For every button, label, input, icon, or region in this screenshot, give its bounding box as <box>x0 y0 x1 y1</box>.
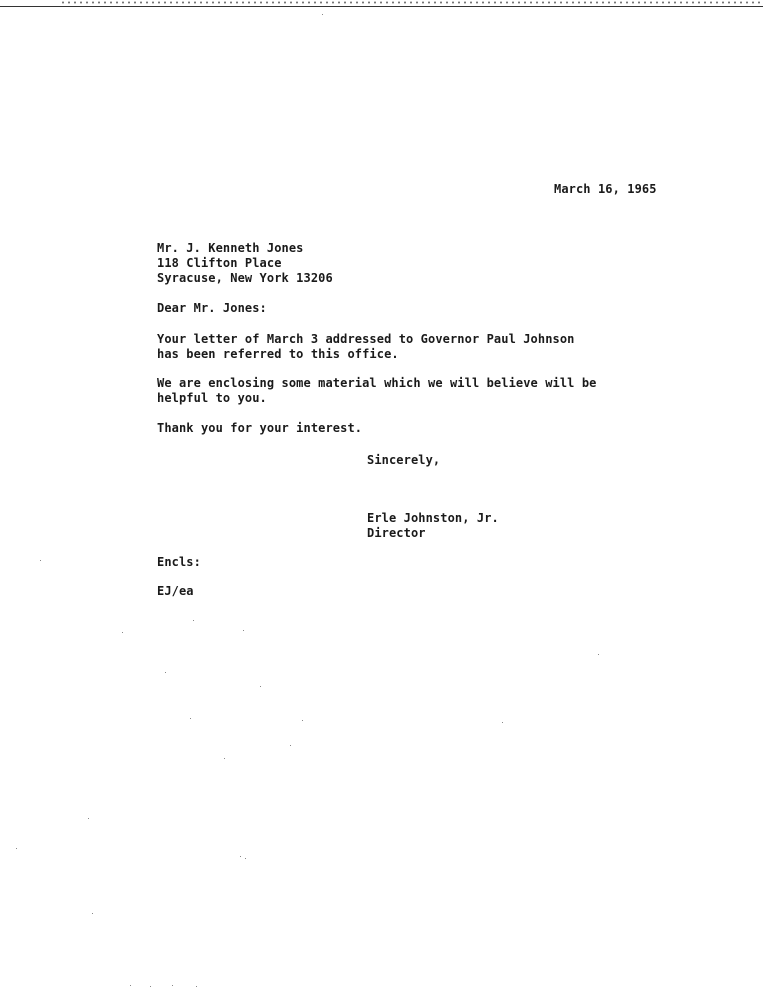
body-paragraph-2-line-2: helpful to you. <box>157 391 267 405</box>
salutation: Dear Mr. Jones: <box>157 301 267 315</box>
signature-block <box>367 511 499 541</box>
body-paragraph-2-line-1: We are enclosing some material which we will believe will be <box>157 376 597 390</box>
speck <box>122 632 123 633</box>
recipient-address <box>157 241 333 286</box>
speck <box>322 14 323 15</box>
speck <box>196 986 197 987</box>
speck <box>193 620 194 621</box>
speck <box>150 986 151 987</box>
speck <box>165 672 166 673</box>
speck <box>172 985 173 986</box>
speck <box>190 718 191 719</box>
speck <box>260 686 261 687</box>
body-paragraph-3: Thank you for your interest. <box>157 421 363 435</box>
speck <box>130 985 131 986</box>
speck <box>92 913 93 914</box>
speck <box>290 745 291 746</box>
body-paragraph-1 <box>157 332 575 362</box>
enclosure-notation: Encls: <box>157 555 201 569</box>
body-paragraph-1-line-2: has been referred to this office. <box>157 347 399 361</box>
top-edge-dots <box>60 0 760 5</box>
recipient-city: Syracuse, New York 13206 <box>157 271 333 285</box>
reference-initials: EJ/ea <box>157 584 194 598</box>
speck <box>240 856 241 857</box>
speck <box>243 630 244 631</box>
speck <box>40 560 41 561</box>
recipient-street: 118 Clifton Place <box>157 256 282 270</box>
body-paragraph-2 <box>157 376 596 406</box>
speck <box>224 758 225 759</box>
body-paragraph-1-line-1: Your letter of March 3 addressed to Governor Paul Johnson <box>157 332 575 346</box>
speck <box>245 858 246 859</box>
speck <box>598 654 599 655</box>
speck <box>302 720 303 721</box>
signer-name: Erle Johnston, Jr. <box>367 511 499 525</box>
letter-date: March 16, 1965 <box>554 182 657 196</box>
speck <box>16 848 17 849</box>
top-edge-line <box>0 6 763 7</box>
top-edge-rule <box>0 0 763 9</box>
signer-title: Director <box>367 526 426 540</box>
closing: Sincerely, <box>367 453 441 467</box>
speck <box>502 722 503 723</box>
recipient-name: Mr. J. Kenneth Jones <box>157 241 304 255</box>
speck <box>88 818 89 819</box>
